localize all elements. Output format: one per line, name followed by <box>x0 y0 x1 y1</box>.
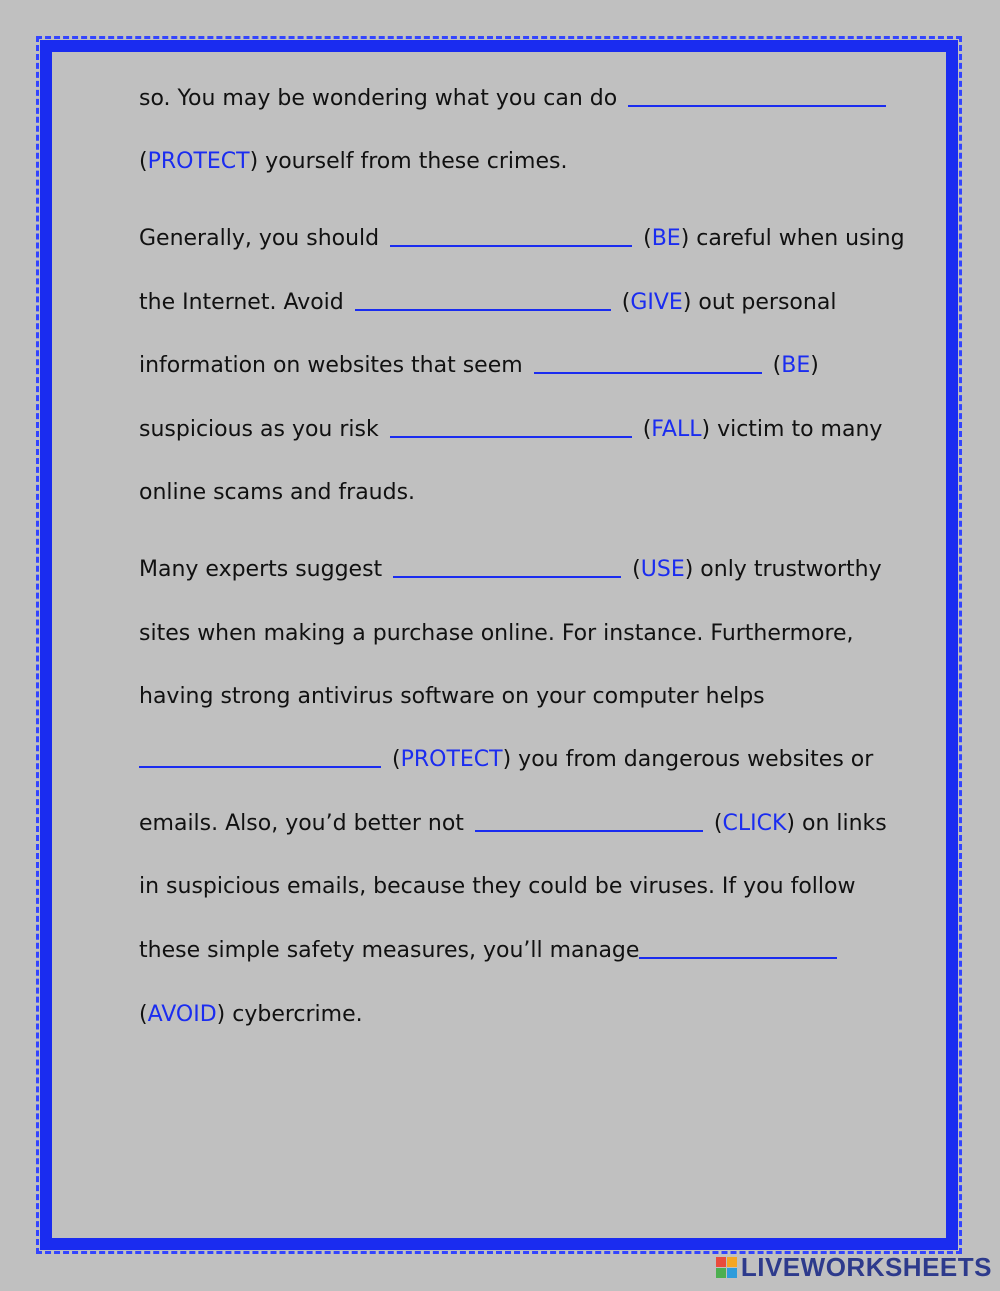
answer-blank[interactable] <box>139 746 381 768</box>
liveworksheets-logo-icon <box>716 1257 737 1278</box>
verb-hint: AVOID <box>147 1002 217 1027</box>
logo-text: LIVEWORKSHEETS <box>740 1252 992 1282</box>
answer-blank[interactable] <box>639 937 837 959</box>
verb-hint: PROTECT <box>400 747 503 772</box>
text-line: information on websites that seem (BE) <box>139 353 819 378</box>
answer-blank[interactable] <box>628 85 886 107</box>
verb-hint: BE <box>781 353 811 378</box>
verb-hint: CLICK <box>722 811 787 836</box>
answer-blank[interactable] <box>475 810 703 832</box>
text-line: in suspicious emails, because they could be viruses. If you follow <box>139 874 856 899</box>
answer-blank[interactable] <box>393 556 621 578</box>
liveworksheets-logo <box>716 1252 992 1283</box>
text-line: (AVOID) cybercrime. <box>139 1002 363 1027</box>
text-line: (PROTECT) you from dangerous websites or <box>139 746 873 774</box>
text-line: Many experts suggest (USE) only trustworthy <box>139 557 882 582</box>
text-line: online scams and frauds. <box>139 480 416 505</box>
text-line: (PROTECT) yourself from these crimes. <box>139 149 568 174</box>
answer-blank[interactable] <box>390 416 632 438</box>
text-line: suspicious as you risk (FALL) victim to many <box>139 417 883 442</box>
text-line: having strong antivirus software on your computer helps <box>139 684 765 709</box>
text-line: the Internet. Avoid (GIVE) out personal <box>139 290 837 315</box>
text-line: sites when making a purchase online. For instance. Furthermore, <box>139 621 854 646</box>
verb-hint: BE <box>651 226 681 251</box>
answer-blank[interactable] <box>390 225 632 247</box>
verb-hint: FALL <box>651 417 702 442</box>
text-line: so. You may be wondering what you can do <box>139 85 890 113</box>
answer-blank[interactable] <box>534 352 762 374</box>
verb-hint: PROTECT <box>147 149 250 174</box>
answer-blank[interactable] <box>355 289 611 311</box>
text-line: emails. Also, you’d better not (CLICK) on links <box>139 811 887 836</box>
text-line: Generally, you should (BE) careful when using <box>139 226 905 251</box>
text-line: these simple safety measures, you’ll manage <box>139 937 841 965</box>
verb-hint: USE <box>640 557 685 582</box>
verb-hint: GIVE <box>630 290 683 315</box>
